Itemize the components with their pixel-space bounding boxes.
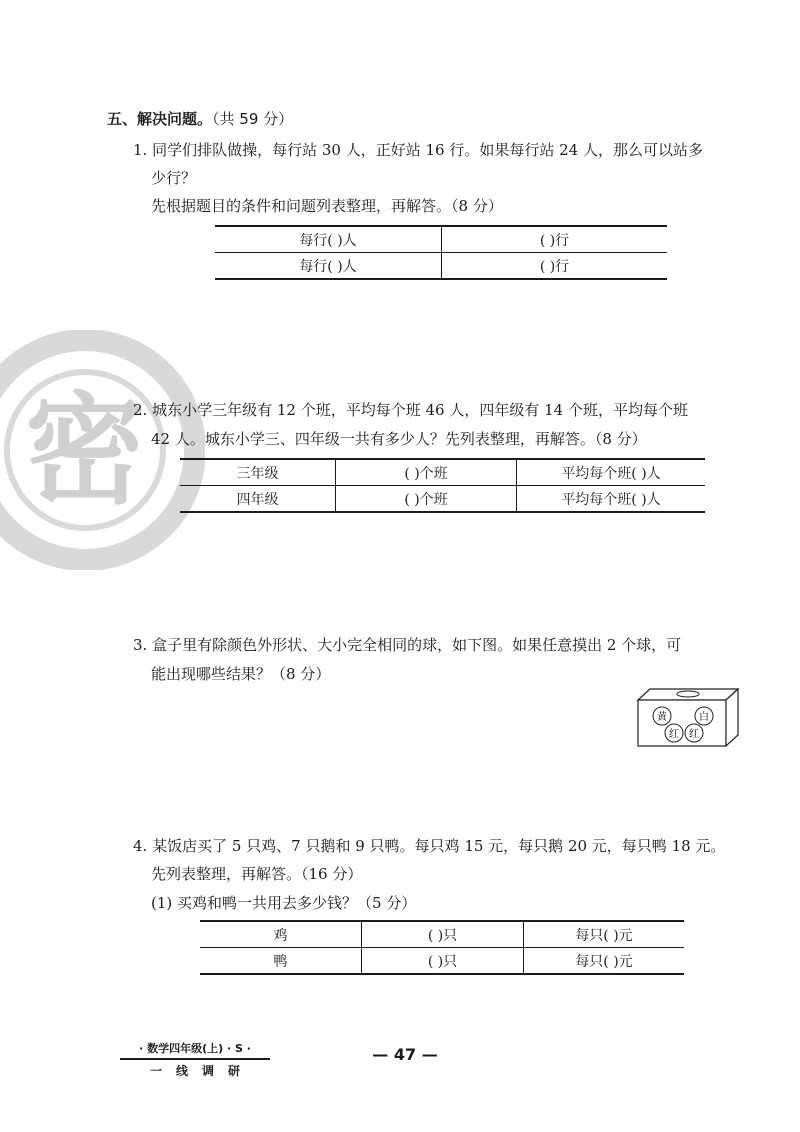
q4-cell: 鸡	[200, 921, 362, 948]
q4-cell: 每只( )元	[524, 948, 685, 975]
q1-cell: 每行( )人	[215, 253, 442, 280]
q4-table	[200, 920, 684, 975]
q1-table	[215, 225, 667, 280]
q2-cell: 四年级	[180, 486, 336, 513]
q1-text-line2: 少行？	[151, 169, 197, 187]
ball-red	[665, 724, 683, 742]
footer-series: 一线调研	[149, 1064, 254, 1078]
q2-cell: 三年级	[180, 459, 336, 486]
section-title-text: 五、解决问题。	[107, 110, 213, 128]
q1-cell: 每行( )人	[215, 226, 442, 253]
svg-text:黄: 黄	[657, 712, 667, 723]
q2-cell: ( )个班	[336, 459, 517, 486]
q4-text-line2: 先列表整理，再解答。（16 分）	[151, 865, 363, 883]
q4-text-line1: 4. 某饭店买了 5 只鸡、7 只鹅和 9 只鸭。每只鸡 15 元，每只鹅 20 元，每只鸭 18 元。	[133, 837, 726, 855]
q4-cell: ( )只	[362, 921, 524, 948]
section-points: （共 59 分）	[212, 110, 294, 128]
table-row	[215, 253, 667, 280]
table-row	[180, 459, 705, 486]
ball-box-illustration	[636, 686, 742, 748]
q1-cell: ( )行	[442, 253, 668, 280]
ball-yellow	[653, 707, 671, 725]
q1-instruction: 先根据题目的条件和问题列表整理，再解答。（8 分）	[151, 197, 503, 215]
q1-text-line1: 1. 同学们排队做操，每行站 30 人，正好站 16 行。如果每行站 24 人，那么可以站多	[133, 141, 703, 159]
q4-cell: ( )只	[362, 948, 524, 975]
section-title	[107, 108, 293, 129]
table-row	[180, 486, 705, 513]
svg-text:白: 白	[699, 712, 709, 723]
ball-red	[685, 724, 703, 742]
q3-text-line1: 3. 盒子里有除颜色外形状、大小完全相同的球，如下图。如果任意摸出 2 个球，可	[133, 636, 682, 654]
table-row	[215, 226, 667, 253]
footer-book-title: · 数学四年级(上) · S ·	[120, 1040, 270, 1060]
q2-cell: ( )个班	[336, 486, 517, 513]
svg-text:红: 红	[669, 729, 679, 740]
watermark-char: 密	[25, 382, 145, 521]
q4-cell: 鸭	[200, 948, 362, 975]
page-number: — 47 —	[372, 1045, 438, 1064]
q3-text-line2: 能出现哪些结果？（8 分）	[151, 665, 331, 683]
ball-white	[695, 707, 713, 725]
svg-text:红: 红	[689, 729, 699, 740]
q2-table	[180, 458, 705, 513]
q2-text-line2: 42 人。城东小学三、四年级一共有多少人？先列表整理，再解答。（8 分）	[151, 430, 647, 448]
q2-cell: 平均每个班( )人	[517, 486, 706, 513]
q4-cell: 每只( )元	[524, 921, 685, 948]
q1-cell: ( )行	[442, 226, 668, 253]
watermark-stamp	[0, 330, 205, 570]
table-row	[200, 948, 684, 975]
q2-cell: 平均每个班( )人	[517, 459, 706, 486]
table-row	[200, 921, 684, 948]
q4-sub1: (1) 买鸡和鸭一共用去多少钱？（5 分）	[151, 894, 417, 912]
q2-text-line1: 2. 城东小学三年级有 12 个班，平均每个班 46 人，四年级有 14 个班，平均每个班	[133, 401, 688, 419]
footer-book-info	[120, 1040, 270, 1079]
